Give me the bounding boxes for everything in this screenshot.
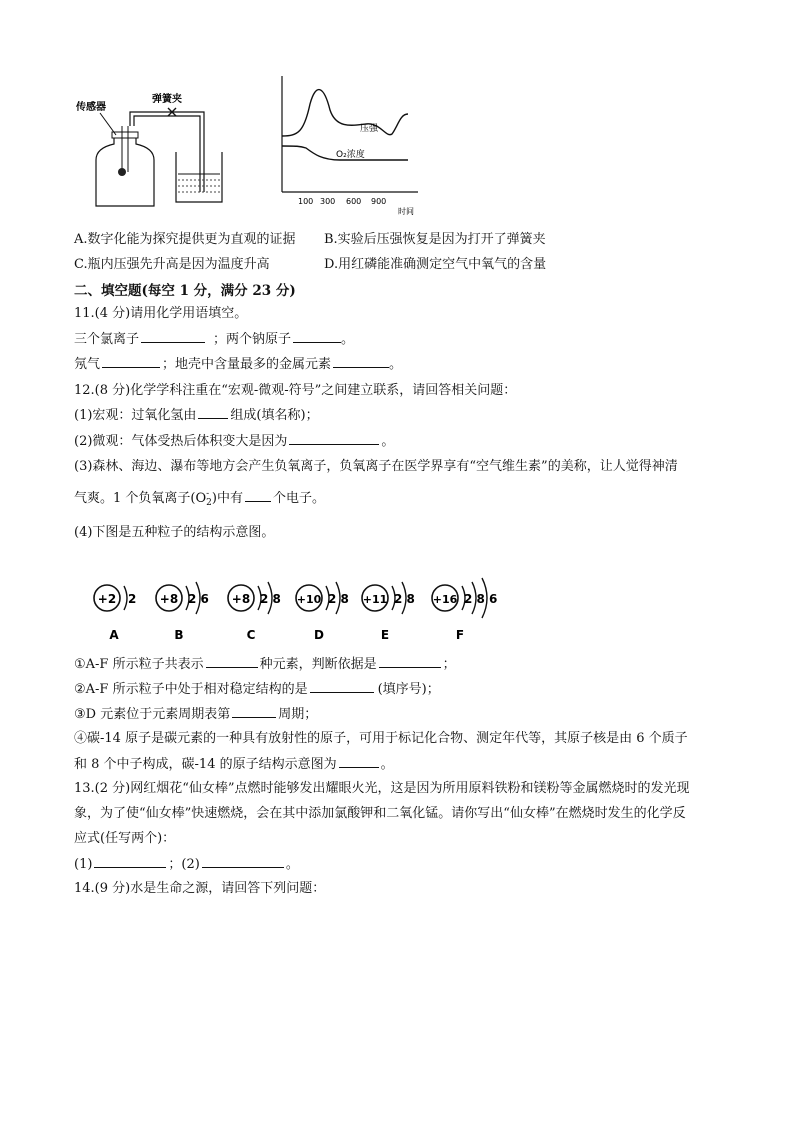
particle-label: F: [455, 628, 465, 642]
clamp-label: 弹簧夹: [152, 94, 182, 105]
q12-sub1: ①A-F 所示粒子共表示 种元素，判断依据是 ；: [74, 657, 456, 672]
pressure-o2-graph: [270, 74, 430, 220]
answer-blank[interactable]: [198, 406, 228, 419]
answer-blank[interactable]: [379, 655, 441, 668]
answer-blank[interactable]: [310, 680, 374, 693]
answer-blank[interactable]: [289, 432, 379, 445]
nucleus-charge: +8: [231, 592, 251, 606]
q12-part4: (4)下图是五种粒子的结构示意图。: [74, 525, 275, 540]
option-c: C.瓶内压强先升高是因为温度升高: [74, 257, 270, 272]
answer-blank[interactable]: [94, 855, 166, 868]
q12-sub3: ③D 元素位于元素周期表第 周期；: [74, 707, 318, 722]
answer-blank[interactable]: [232, 705, 276, 718]
x-label: 时间: [398, 207, 414, 216]
particle-label: C: [246, 628, 256, 642]
q12-part3: (3)森林、海边、瀑布等地方会产生负氧离子，负氧离子在医学界享有“空气维生素”的美称，让人觉得神清: [74, 459, 678, 474]
shell-electrons: 2 6: [188, 592, 209, 606]
particle-label: A: [109, 628, 119, 642]
atom-b: [156, 582, 209, 642]
atom-c: [228, 582, 281, 642]
section-title: 二、填空题(每空 1 分，满分 23 分): [74, 283, 296, 299]
atom-d: [296, 582, 349, 642]
answer-blank[interactable]: [206, 655, 258, 668]
x-tick: 900: [371, 197, 387, 206]
particle-label: B: [174, 628, 184, 642]
answer-blank[interactable]: [245, 489, 271, 502]
answer-blank[interactable]: [202, 855, 284, 868]
q14-stem: 14.(9 分)水是生命之源，请回答下列问题：: [74, 881, 326, 896]
x-tick: 600: [346, 197, 362, 206]
q13-line2: 象，为了使“仙女棒”快速燃烧，会在其中添加氯酸钾和二氧化锰。请你写出“仙女棒”在燃烧时发生的化学反: [74, 806, 686, 821]
particle-label: E: [380, 628, 390, 642]
o2-label: O₂浓度: [336, 150, 365, 160]
shell-electrons: 2: [128, 592, 137, 606]
pressure-label: 压强: [360, 124, 379, 134]
q12-part3-cont: 气爽。1 个负氧离子(O - 2 )中有 个电子。: [74, 488, 325, 508]
x-tick: 100: [298, 197, 314, 206]
q13-line1: 13.(2 分)网红烟花“仙女棒”点燃时能够发出耀眼火光，这是因为所用原料铁粉和镁粉等金属燃烧时的发光现: [74, 781, 690, 796]
atom-a: [94, 585, 136, 642]
q12-sub4: ④碳-14 原子是碳元素的一种具有放射性的原子，可用于标记化合物、测定年代等，其原子核是由 6 个质子: [74, 731, 688, 746]
nucleus-charge: +16: [432, 593, 458, 606]
q12-sub2: ②A-F 所示粒子中处于相对稳定结构的是 (填序号)；: [74, 682, 440, 697]
q13-answers: (1) ；(2) 。: [74, 857, 299, 872]
nucleus-charge: +10: [296, 593, 322, 606]
ion-formula: O - 2: [195, 488, 212, 508]
answer-blank[interactable]: [293, 330, 341, 343]
nucleus-charge: +8: [159, 592, 179, 606]
q11-line1: 三个氯离子 ；两个钠原子 。: [74, 332, 355, 347]
shell-electrons: 2 8 6: [464, 592, 498, 606]
q12-part2: (2)微观：气体受热后体积变大是因为 。: [74, 434, 395, 449]
option-d: D.用红磷能准确测定空气中氧气的含量: [324, 257, 547, 272]
answer-blank[interactable]: [333, 355, 389, 368]
option-b: B.实验后压强恢复是因为打开了弹簧夹: [324, 232, 546, 247]
atom-f: [432, 578, 497, 642]
atom-e: [362, 582, 415, 642]
answer-blank[interactable]: [141, 330, 205, 343]
q11-stem: 11.(4 分)请用化学用语填空。: [74, 306, 248, 321]
shell-electrons: 2 8: [260, 592, 281, 606]
nucleus-charge: +11: [362, 593, 388, 606]
sensor-label: 传感器: [76, 102, 106, 113]
q11-line2: 氖气 ；地壳中含量最多的金属元素 。: [74, 357, 403, 372]
atom-structure-diagrams: [90, 568, 510, 646]
q12-part1: (1)宏观：过氧化氢由 组成(填名称)；: [74, 408, 319, 423]
answer-blank[interactable]: [102, 355, 160, 368]
particle-label: D: [314, 628, 324, 642]
shell-electrons: 2 8: [328, 592, 349, 606]
answer-blank[interactable]: [339, 755, 379, 768]
apparatus-figure: [72, 82, 232, 212]
x-tick: 300: [320, 197, 336, 206]
q13-line3: 应式(任写两个)：: [74, 831, 176, 846]
shell-electrons: 2 8: [394, 592, 415, 606]
nucleus-charge: +2: [97, 592, 117, 606]
option-a: A.数字化能为探究提供更为直观的证据: [74, 232, 296, 247]
q12-stem: 12.(8 分)化学学科注重在“宏观-微观-符号”之间建立联系，请回答相关问题：: [74, 383, 517, 398]
q12-sub4-cont: 和 8 个中子构成，碳-14 的原子结构示意图为 。: [74, 757, 394, 772]
